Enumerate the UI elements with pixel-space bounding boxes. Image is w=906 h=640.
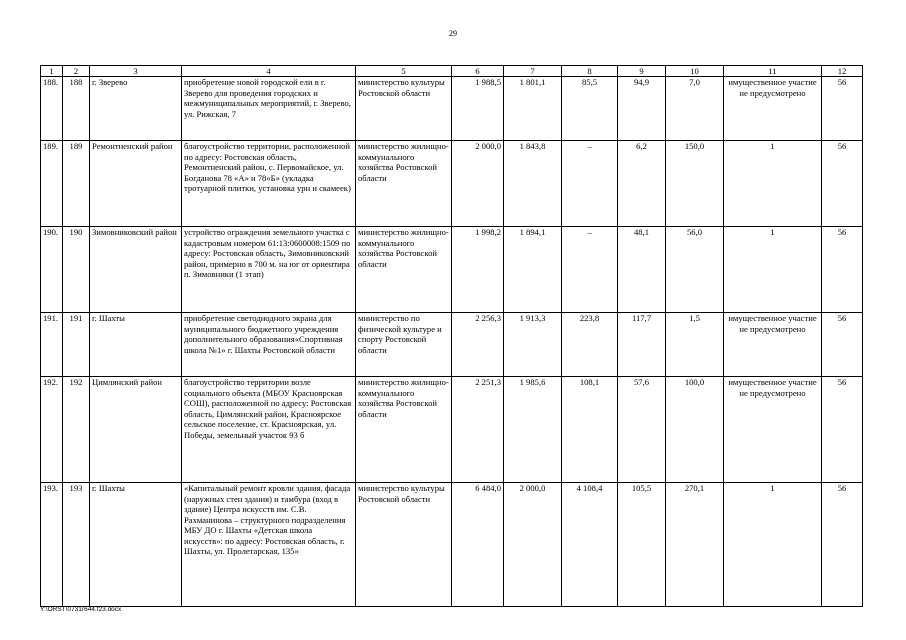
col-header: 4 xyxy=(182,66,356,77)
project-description: устройство ограждения земельного участка с кадастровым номером 61:13:0600008:1509 по адресу: Ростовская область, Зимовниковский район, примерно в 700 м. на юг от ориентира п. Зимовники (1 этап) xyxy=(182,227,356,313)
value-col12: 56 xyxy=(822,377,863,483)
row-index: 191 xyxy=(63,313,90,377)
value-col8: – xyxy=(562,141,618,227)
project-description: «Капитальный ремонт кровли здания, фасада (наружных стен здания) и тамбура (вход в здание) Центра искусств им. С.В. Рахманинова – структурного подразделения МБУ ДО г. Шахты «Детская школа искусств»: по адресу: Ростовская область, г. Шахты, ул. Пролетарская, 135» xyxy=(182,483,356,607)
value-col7: 1 843,8 xyxy=(504,141,562,227)
col-header: 12 xyxy=(822,66,863,77)
value-col8: 4 108,4 xyxy=(562,483,618,607)
project-description: благоустройство территории возле социального объекта (МБОУ Красноярская СОШ), расположенной по адресу: Ростовская область, Цимлянский район, Красноярское сельское поселение, ст. Красноярская, ул. Победы, земельный участок 93 б xyxy=(182,377,356,483)
participation: 1 xyxy=(724,141,822,227)
project-description: приобретение светодиодного экрана для муниципального бюджетного учреждения дополнительного образования«Спортивная школа №1» г. Шахты Ростовской области xyxy=(182,313,356,377)
header-row xyxy=(41,66,863,77)
col-header: 1 xyxy=(41,66,63,77)
value-col8: 108,1 xyxy=(562,377,618,483)
row-index: 188 xyxy=(63,77,90,141)
ministry: министерство жилищно-коммунального хозяйства Ростовской области xyxy=(356,141,452,227)
ministry: министерство жилищно-коммунального хозяйства Ростовской области xyxy=(356,377,452,483)
participation: имущественное участие не предусмотрено xyxy=(724,377,822,483)
value-col10: 100,0 xyxy=(666,377,724,483)
project-description: благоустройство территории, расположенной по адресу: Ростовская область, Ремонтненский район, с. Первомайское, ул. Богданова 78 «А» и 78«Б» (укладка тротуарной плитки, установка урн и скамеек) xyxy=(182,141,356,227)
value-col6: 2 000,0 xyxy=(452,141,504,227)
value-col9: 6,2 xyxy=(618,141,666,227)
value-col7: 1 913,3 xyxy=(504,313,562,377)
value-col10: 150,0 xyxy=(666,141,724,227)
project-description: приобретение новой городской ели в г. Зверево для проведения городских и межмуниципальных мероприятий, г. Зверево, ул. Рижская, 7 xyxy=(182,77,356,141)
value-col8: 223,8 xyxy=(562,313,618,377)
col-header: 8 xyxy=(562,66,618,77)
municipality: Ремонтненский район xyxy=(90,141,182,227)
value-col6: 2 251,3 xyxy=(452,377,504,483)
row-number: 191. xyxy=(41,313,63,377)
row-index: 190 xyxy=(63,227,90,313)
municipality: г. Шахты xyxy=(90,313,182,377)
row-index: 192 xyxy=(63,377,90,483)
value-col9: 105,5 xyxy=(618,483,666,607)
value-col10: 7,0 xyxy=(666,77,724,141)
municipality: Цимлянский район xyxy=(90,377,182,483)
col-header: 11 xyxy=(724,66,822,77)
municipality: Зимовниковский район xyxy=(90,227,182,313)
value-col6: 2 256,3 xyxy=(452,313,504,377)
ministry: министерство культуры Ростовской области xyxy=(356,77,452,141)
value-col12: 56 xyxy=(822,141,863,227)
value-col7: 1 985,6 xyxy=(504,377,562,483)
value-col6: 1 988,5 xyxy=(452,77,504,141)
municipality: г. Зверево xyxy=(90,77,182,141)
value-col12: 56 xyxy=(822,483,863,607)
data-table xyxy=(40,65,863,607)
col-header: 10 xyxy=(666,66,724,77)
municipality: г. Шахты xyxy=(90,483,182,607)
row-index: 193 xyxy=(63,483,90,607)
ministry: министерство жилищно-коммунального хозяйства Ростовской области xyxy=(356,227,452,313)
value-col9: 48,1 xyxy=(618,227,666,313)
value-col7: 2 000,0 xyxy=(504,483,562,607)
value-col6: 1 998,2 xyxy=(452,227,504,313)
page-number: 29 xyxy=(449,29,457,38)
col-header: 2 xyxy=(63,66,90,77)
value-col7: 1 894,1 xyxy=(504,227,562,313)
row-number: 192. xyxy=(41,377,63,483)
table-row xyxy=(41,313,863,377)
value-col8: 85,5 xyxy=(562,77,618,141)
value-col8: – xyxy=(562,227,618,313)
value-col10: 56,0 xyxy=(666,227,724,313)
participation: имущественное участие не предусмотрено xyxy=(724,77,822,141)
row-number: 189. xyxy=(41,141,63,227)
table-row xyxy=(41,77,863,141)
col-header: 5 xyxy=(356,66,452,77)
value-col10: 1,5 xyxy=(666,313,724,377)
col-header: 6 xyxy=(452,66,504,77)
row-index: 189 xyxy=(63,141,90,227)
value-col12: 56 xyxy=(822,313,863,377)
file-path-footer: Y:\ORST\0731r644.f23.docx xyxy=(40,606,122,613)
row-number: 188. xyxy=(41,77,63,141)
row-number: 193. xyxy=(41,483,63,607)
row-number: 190. xyxy=(41,227,63,313)
value-col12: 56 xyxy=(822,77,863,141)
ministry: министерство по физической культуре и спорту Ростовской области xyxy=(356,313,452,377)
table-row xyxy=(41,227,863,313)
col-header: 9 xyxy=(618,66,666,77)
table-row xyxy=(41,141,863,227)
value-col9: 94,9 xyxy=(618,77,666,141)
value-col9: 117,7 xyxy=(618,313,666,377)
value-col7: 1 801,1 xyxy=(504,77,562,141)
col-header: 7 xyxy=(504,66,562,77)
value-col12: 56 xyxy=(822,227,863,313)
col-header: 3 xyxy=(90,66,182,77)
participation: имущественное участие не предусмотрено xyxy=(724,313,822,377)
value-col10: 270,1 xyxy=(666,483,724,607)
value-col6: 6 484,0 xyxy=(452,483,504,607)
ministry: министерство культуры Ростовской области xyxy=(356,483,452,607)
table-row xyxy=(41,483,863,607)
participation: 1 xyxy=(724,483,822,607)
participation: 1 xyxy=(724,227,822,313)
table-row xyxy=(41,377,863,483)
value-col9: 57,6 xyxy=(618,377,666,483)
